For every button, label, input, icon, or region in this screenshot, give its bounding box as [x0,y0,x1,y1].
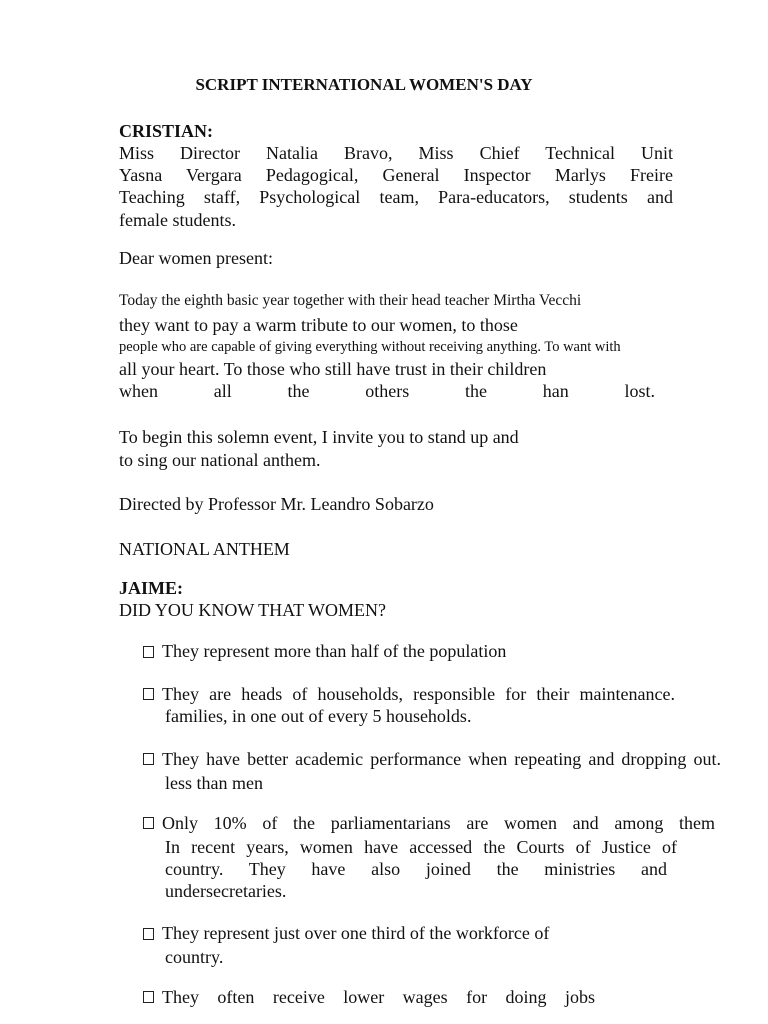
national-anthem: NATIONAL ANTHEM [119,539,290,559]
checkbox-bullet-icon [143,646,154,658]
bullet-continuation: undersecretaries. [165,881,287,901]
intro-line-1: Miss Director Natalia Bravo, Miss Chief Technical Unit [119,143,673,163]
bullet-text: They represent more than half of the population [162,641,507,661]
document-title: SCRIPT INTERNATIONAL WOMEN'S DAY [195,75,533,94]
invite-line-1: To begin this solemn event, I invite you to stand up and [119,427,519,447]
greeting: Dear women present: [119,248,273,268]
directed-by: Directed by Professor Mr. Leandro Sobarzo [119,494,434,514]
bullet-text: Only 10% of the parliamentarians are women and among them [162,813,715,833]
checkbox-bullet-icon [143,817,154,829]
bullet-text: They often receive lower wages for doing jobs [162,987,595,1007]
bullet-continuation-line: country. They have also joined the ministries and [165,859,667,879]
invite-line-2: to sing our national anthem. [119,450,321,470]
bullet-continuation [165,858,667,880]
bullet-text: They have better academic performance when repeating and dropping out. [162,749,721,769]
intro-line-4: female students. [119,210,236,230]
bullet-text: They are heads of households, responsible for their maintenance. [162,684,675,704]
bullet-text: They represent just over one third of the workforce of [162,923,550,943]
intro-line-2: Yasna Vergara Pedagogical, General Inspector Marlys Freire [119,165,673,185]
checkbox-bullet-icon [143,928,154,940]
bullet-continuation: country. [165,947,224,967]
intro-line-3: Teaching staff, Psychological team, Para-educators, students and [119,187,673,207]
list-item [143,986,595,1008]
tribute-line-5: when all the others the han lost. [119,381,655,401]
tribute-line-4: all your heart. To those who still have trust in their children [119,359,547,379]
list-item [143,683,675,705]
bullet-continuation: less than men [165,773,263,793]
tribute-line-3: people who are capable of giving everything without receiving anything. To want with [119,339,621,355]
checkbox-bullet-icon [143,753,154,765]
checkbox-bullet-icon [143,688,154,700]
bullet-continuation [165,836,677,858]
tribute-line-2: they want to pay a warm tribute to our women, to those [119,315,518,335]
list-item [143,922,549,944]
question-heading: DID YOU KNOW THAT WOMEN? [119,600,386,620]
checkbox-bullet-icon [143,991,154,1003]
list-item [143,640,506,662]
speaker-jaime: JAIME: [119,578,183,598]
bullet-continuation: families, in one out of every 5 households. [165,706,472,726]
tribute-line-1: Today the eighth basic year together with their head teacher Mirtha Vecchi [119,292,582,309]
bullet-continuation-line: In recent years, women have accessed the Courts of Justice of [165,837,677,857]
speaker-cristian: CRISTIAN: [119,121,214,141]
list-item [143,812,715,834]
list-item [143,748,721,770]
